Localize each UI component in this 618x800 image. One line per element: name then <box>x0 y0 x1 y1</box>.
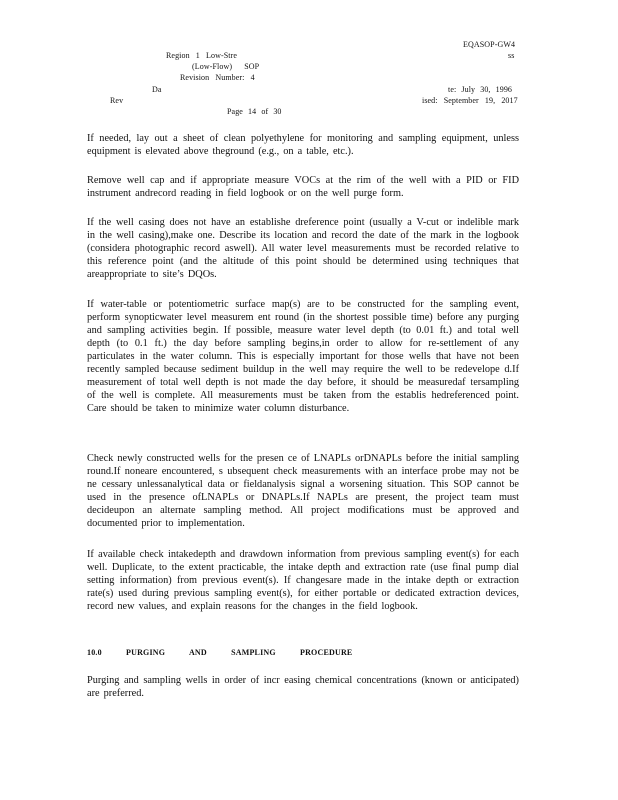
paragraph-water-level: If water-table or potentiometric surface map(s) are to be constructed for the sampling event, perform synopticwater level measurem ent round (in the shortest possible time) before any purging and sampling activities begin. If possible, measure water level depth (to 0.01 ft.) and total well depth (to 0.1 ft.) the day before sampling begins,in order to allow for re-settlement of any particulates in the water column. This is especially important for those wells that have not been recently sampled because sediment buildup in the well may require the well to be redevelope d.If measurement of total well depth is not made the day before, it should be measuredaf tersampling of the well is complete. All measurements must be taken from the establis hedreferenced point. Care should be taken to minimize water column disturbance. <box>87 299 519 414</box>
section-heading <box>87 648 352 657</box>
section-title: PURGING AND SAMPLING PROCEDURE <box>126 648 353 657</box>
header-title-line-1-tail: ss <box>508 51 515 60</box>
paragraph-purging-order: Purging and sampling wells in order of incr easing chemical concentrations (known or anticipated) are preferred. <box>87 675 519 699</box>
section-number: 10.0 <box>87 648 102 657</box>
header-title-line-1: Region 1 Low-Stre <box>166 51 238 60</box>
date-label: Da <box>152 85 162 94</box>
paragraph-remove-well-cap: Remove well cap and if appropriate measure VOCs at the rim of the well with a PID or FID instrument andrecord reading in field logbook or on the well purge form. <box>87 175 519 199</box>
paragraph-napl-check: Check newly constructed wells for the presen ce of LNAPLs orDNAPLs before the initial sampling round.If noneare encountered, s ubsequent check measurements with an interface probe may not be ne cessary unlessanalytical data or fieldanalysis signal a worsening situation. This SOP cannot be used in the presence ofLNAPLs or DNAPLs.If NAPLs are present, the project team must decideupon an alternate sampling method. All project modifications must be approved and documented prior to implementation. <box>87 453 519 529</box>
document-id: EQASOP-GW4 <box>463 40 516 49</box>
header-title-line-2: (Low-Flow) SOP <box>192 62 260 71</box>
paragraph-polyethylene-sheet: If needed, lay out a sheet of clean polyethylene for monitoring and sampling equipment, unless equipment is elevated above theground (e.g., on a table, etc.). <box>87 133 519 157</box>
revised-label: Rev <box>110 96 124 105</box>
paragraph-reference-point: If the well casing does not have an establishe dreference point (usually a V-cut or indelible mark in the well casing),make one. Describe its location and record the date of the mark in the logbook (considera photographic record aswell). All water level measurements must be recorded relative to this reference point (and the altitude of this point should be determined using techniques that areappropriate to site’s DQOs. <box>87 217 519 280</box>
original-date: te: July 30, 1996 <box>448 85 513 94</box>
revised-date: ised: September 19, 2017 <box>422 96 518 105</box>
revision-number: Revision Number: 4 <box>180 73 255 82</box>
page-number: Page 14 of 30 <box>227 107 282 116</box>
paragraph-intake-depth: If available check intakedepth and drawdown information from previous sampling event(s) for each well. Duplicate, to the extent practicable, the intake depth and extraction rate (use final pump dial setting information) from previous event(s). If changesare made in the intake depth or extraction rate(s) used during previous sampling event(s), for either portable or dedicated extraction devices, record new values, and explain reasons for the changes in the field logbook. <box>87 549 519 612</box>
